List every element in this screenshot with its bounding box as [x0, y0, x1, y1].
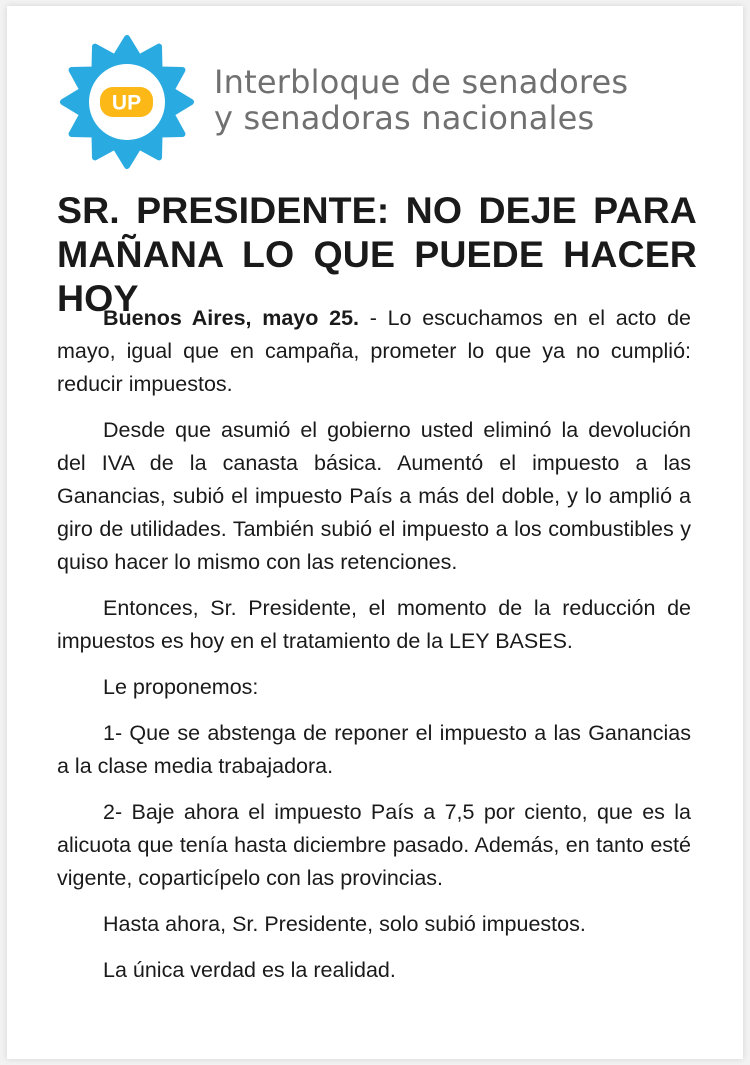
- paragraph-2: Desde que asumió el gobierno usted eliminó la devolución del IVA de la canasta básica. Aumentó el impuesto a las Ganancias, subió el impuesto País a más del doble, y lo amplió a giro de utilidades. También subió el impuesto a los combustibles y quiso hacer lo mismo con las retenciones.: [57, 418, 691, 574]
- paragraph-6: 2- Baje ahora el impuesto País a 7,5 por ciento, que es la alicuota que tenía hasta diciembre pasado. Además, en tanto esté vigente, coparticípelo con las provincias.: [57, 800, 691, 890]
- organization-name-line1: Interbloque de senadores: [214, 63, 629, 101]
- paragraph-3: Entonces, Sr. Presidente, el momento de la reducción de impuestos es hoy en el tratamiento de la LEY BASES.: [57, 596, 691, 653]
- letterhead: [7, 6, 743, 176]
- paragraph-4: Le proponemos:: [103, 675, 259, 699]
- paragraph-8: La única verdad es la realidad.: [103, 958, 396, 982]
- organization-name-line2: y senadoras nacionales: [214, 99, 595, 137]
- document-page: [7, 6, 743, 1059]
- organization-name: [214, 64, 628, 136]
- paragraph-1: [57, 302, 691, 401]
- up-logo: [59, 34, 195, 170]
- paragraph-7: Hasta ahora, Sr. Presidente, solo subió impuestos.: [103, 912, 586, 936]
- headline: SR. PRESIDENTE: NO DEJE PARA MAÑANA LO QUE PUEDE HACER HOY: [57, 189, 697, 319]
- logo-text: UP: [111, 91, 142, 115]
- paragraph-1-text: - Lo escuchamos en el acto de mayo, igual que en campaña, prometer lo que ya no cumplió: reducir impuestos.: [57, 306, 691, 396]
- paragraph-5: 1- Que se abstenga de reponer el impuesto a las Ganancias a la clase media trabajadora.: [57, 721, 691, 778]
- article-body: [57, 302, 691, 1000]
- dateline: Buenos Aires, mayo 25.: [103, 306, 359, 330]
